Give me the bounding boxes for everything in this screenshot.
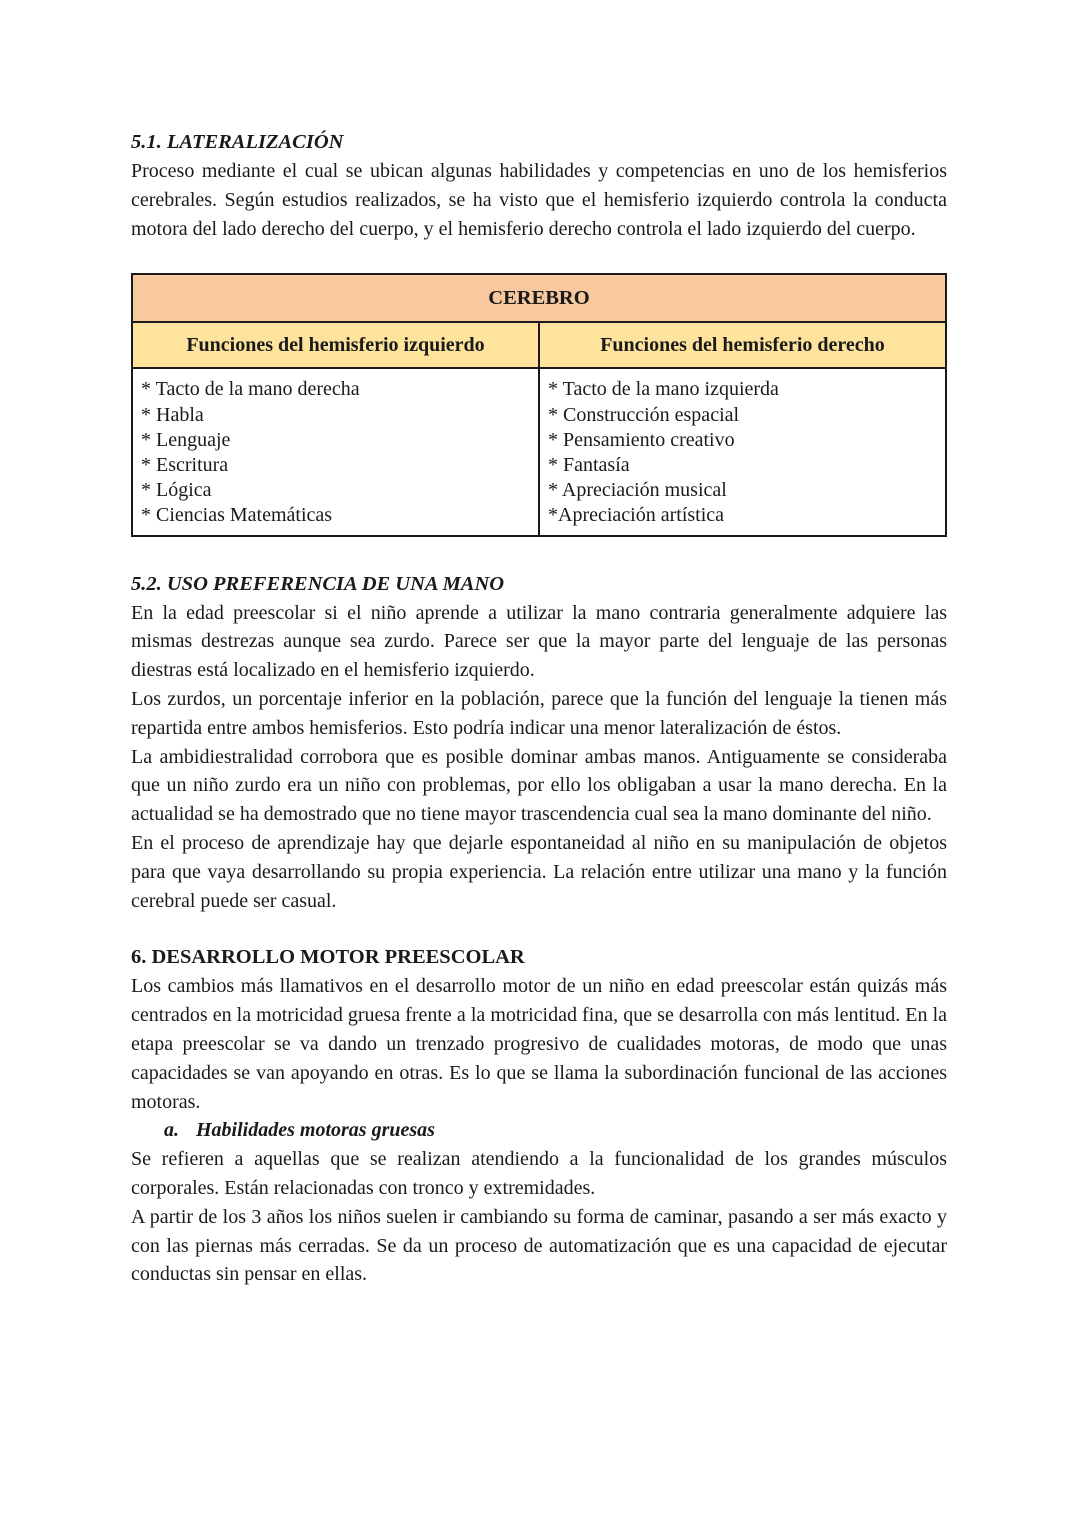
list-item: * Pensamiento creativo — [548, 428, 735, 451]
list-item: * Escritura — [141, 454, 229, 476]
paragraph-lateralizacion: Proceso mediante el cual se ubican algunas habilidades y competencias en uno de los hemisferios cerebrales. Según estudios realizados, se ha visto que el hemisferio izquierdo controla la conducta motora del lado derecho del cuerpo, y el hemisferio derecho controla el lado izquierdo del cuerpo. — [131, 160, 947, 240]
section-heading-lateralizacion: 5.1. LATERALIZACIÓN — [131, 131, 344, 153]
list-item: * Tacto de la mano derecha — [141, 378, 360, 401]
list-item: *Apreciación artística — [548, 504, 725, 527]
list-item: * Fantasía — [548, 454, 630, 476]
paragraph: Se refieren a aquellas que se realizan atendiendo a la funcionalidad de los grandes músculos corporales. Están relacionadas con tronco y extremidades. — [131, 1148, 947, 1199]
paragraph: La ambidiestralidad corrobora que es posible dominar ambas manos. Antiguamente se consideraba que un niño zurdo era un niño con problemas, por ello los obligaban a usar la mano derecha. En la actualidad se ha demostrado que no tiene mayor trascendencia cual sea la mano dominante del niño. — [131, 745, 947, 826]
subsection-title: Habilidades motoras gruesas — [196, 1119, 435, 1142]
list-item: * Ciencias Matemáticas — [141, 504, 333, 527]
cerebro-table — [131, 273, 947, 536]
table-cell-right-functions — [539, 368, 946, 535]
list-item: * Tacto de la mano izquierda — [548, 378, 779, 401]
paragraph: En el proceso de aprendizaje hay que dejarle espontaneidad al niño en su manipulación de objetos para que vaya desarrollando su propia experiencia. La relación entre utilizar una mano y la función cerebral puede ser casual. — [131, 831, 947, 912]
section-heading-uso-mano: 5.2. USO PREFERENCIA DE UNA MANO — [131, 572, 505, 595]
table-header-right: Funciones del hemisferio derecho — [539, 322, 946, 368]
list-item: * Habla — [141, 403, 204, 426]
list-item: * Construcción espacial — [548, 403, 740, 426]
table-header-left: Funciones del hemisferio izquierdo — [132, 322, 539, 368]
spacer — [131, 915, 947, 943]
paragraph: Los cambios más llamativos en el desarrollo motor de un niño en edad preescolar están quizás más centrados en la motricidad gruesa frente a la motricidad fina, que se desarrolla con más lentitud. En la etapa preescolar se va dando un trenzado progresivo de cualidades motoras, de modo que unas capacidades se van apoyando en otras. Es lo que se llama la subordinación funcional de las acciones motoras. — [131, 975, 947, 1113]
table-cell-left-functions — [132, 368, 539, 535]
paragraph: En la edad preescolar si el niño aprende a utilizar la mano contraria generalmente adquiere las mismas destrezas aunque sea zurdo. Parece ser que la mayor parte del lenguaje de las personas diestras está localizado en el hemisferio izquierdo. — [131, 601, 947, 682]
list-item: * Apreciación musical — [548, 479, 727, 502]
section-heading-desarrollo-motor: 6. DESARROLLO MOTOR PREESCOLAR — [131, 946, 525, 969]
list-item: * Lógica — [141, 479, 212, 502]
paragraph: A partir de los 3 años los niños suelen ir cambiando su forma de caminar, pasando a ser más exacto y con las piernas más cerradas. Se da un proceso de automatización que es una capacidad de ejecutar conductas sin pensar en ellas. — [131, 1205, 947, 1286]
document-page — [131, 128, 947, 1289]
list-marker: a. — [164, 1119, 179, 1142]
paragraph: Los zurdos, un porcentaje inferior en la población, parece que la función del lenguaje la tienen más repartida entre ambos hemisferios. Esto podría indicar una menor lateralización de éstos. — [131, 688, 947, 739]
subsection-heading-habilidades-gruesas — [131, 1116, 947, 1145]
list-item: * Lenguaje — [141, 428, 231, 451]
table-title: CEREBRO — [132, 274, 946, 322]
